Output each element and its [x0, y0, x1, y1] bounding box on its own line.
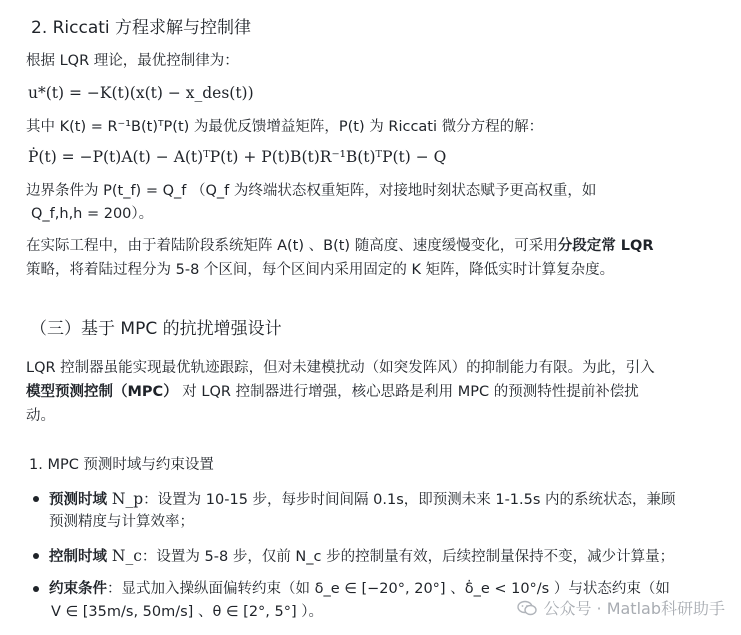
bold-term: 模型预测控制（MPC）	[26, 384, 178, 400]
bullet-dot	[33, 553, 39, 559]
bullet-dot	[33, 496, 39, 502]
paragraph: 其中 K(t) = R⁻¹B(t)ᵀP(t) 为最优反馈增益矩阵，P(t) 为 Riccati 微分方程的解：	[26, 119, 544, 135]
paragraph: Q_f,h,h = 200）。	[31, 206, 154, 222]
bold-term: 分段定常 LQR	[557, 238, 654, 254]
watermark-text: 公众号 · Matlab科研助手	[543, 599, 725, 618]
list-item-symbol: N_p	[107, 490, 144, 508]
watermark	[517, 596, 725, 619]
list-item-continuation: 预测精度与计算效率；	[49, 514, 194, 530]
list-item-continuation: V ∈ [35m/s, 50m/s] 、θ ∈ [2°, 5°] ）。	[51, 604, 324, 620]
list-item	[49, 545, 674, 568]
list-item-symbol: N_c	[107, 547, 142, 565]
paragraph: LQR 控制器虽能实现最优轨迹跟踪，但对未建模扰动（如突发阵风）的抑制能力有限。为此，引入	[26, 360, 655, 376]
section-3-heading: （三）基于 MPC 的抗扰增强设计	[30, 319, 282, 339]
bullet-dot	[33, 586, 39, 592]
text-span: 对 LQR 控制器进行增强，核心思路是利用 MPC 的预测特性提前补偿扰	[177, 384, 639, 400]
section-2-heading: 2. Riccati 方程求解与控制律	[31, 18, 252, 38]
list-item-text: ：设置为 5-8 步，仅前 N_c 步的控制量有效，后续控制量保持不变，减少计算量；	[141, 549, 675, 565]
list-item-text: ：设置为 10-15 步，每步时间间隔 0.1s，即预测未来 1-1.5s 内的系统状态，兼顾	[143, 492, 676, 508]
list-item-title: 预测时域	[49, 492, 107, 508]
paragraph: 边界条件为 P(t_f) = Q_f （Q_f 为终端状态权重矩阵，对接地时刻状态赋予更高权重，如	[26, 183, 597, 199]
paragraph: 根据 LQR 理论，最优控制律为：	[26, 53, 239, 69]
list-item	[49, 488, 676, 511]
paragraph: 策略，将着陆过程分为 5-8 个区间，每个区间内采用固定的 K 矩阵，降低实时计算复杂度。	[26, 262, 615, 278]
paragraph	[26, 381, 639, 403]
paragraph: 动。	[26, 408, 55, 424]
sub-heading: 1. MPC 预测时域与约束设置	[29, 457, 214, 473]
text-span: 在实际工程中，由于着陆阶段系统矩阵 A(t) 、B(t) 随高度、速度缓慢变化，可采用	[26, 238, 558, 254]
list-item-title: 控制时域	[49, 549, 107, 565]
equation-riccati: Ṗ(t) = −P(t)A(t) − A(t)ᵀP(t) + P(t)B(t)R⁻¹B(t)ᵀP(t) − Q	[28, 148, 447, 166]
paragraph	[26, 235, 653, 257]
list-item-title: 约束条件	[49, 581, 107, 597]
equation-control-law: u*(t) = −K(t)(x(t) − x_des(t))	[28, 84, 254, 102]
list-item-text: ：显式加入操纵面偏转约束（如 δ_e ∈ [−20°, 20°] 、δ̇_e < 10°/s ）与状态约束（如	[107, 581, 670, 597]
wechat-icon	[517, 600, 537, 616]
